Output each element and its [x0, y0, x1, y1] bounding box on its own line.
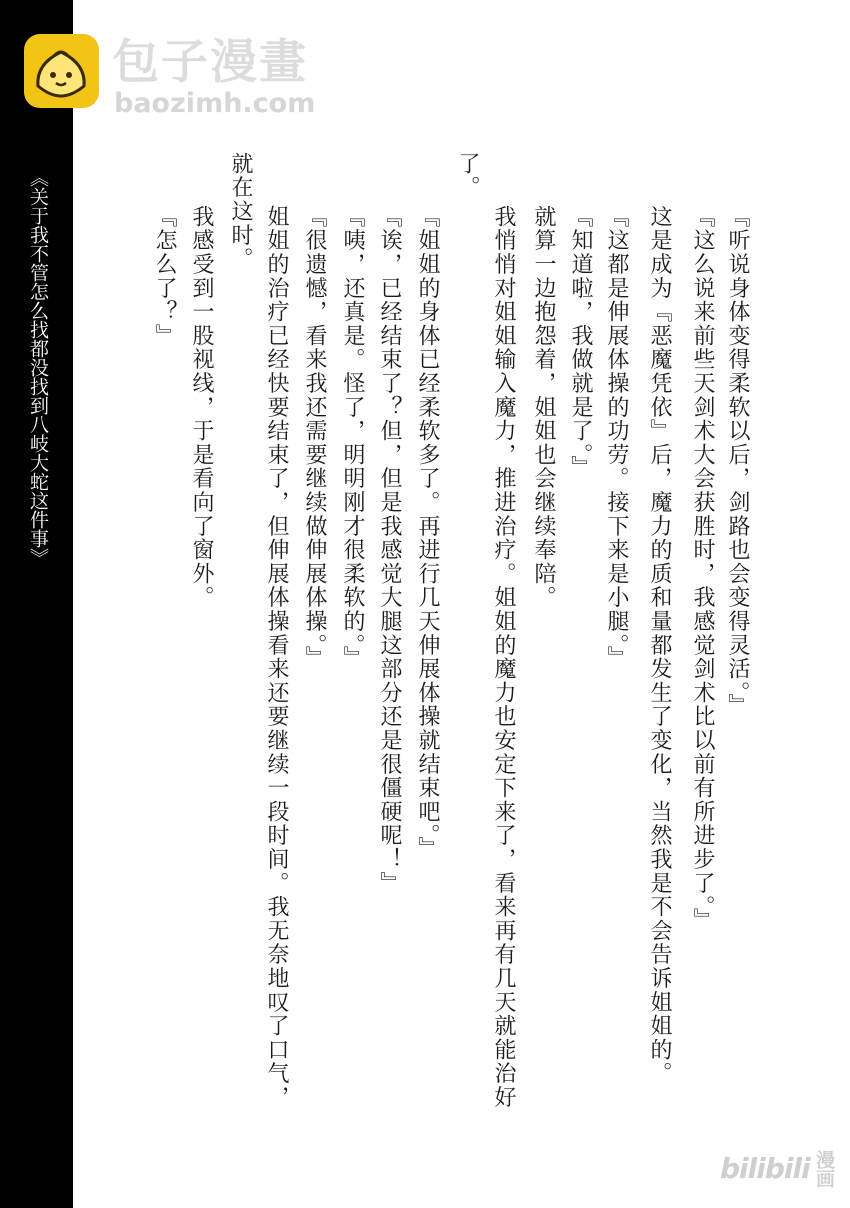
text-line: 『咦，还真是。怪了，明明刚才很柔软的。』 [340, 205, 365, 670]
bun-logo-icon [24, 34, 99, 108]
bilibili-text: bilibili [720, 1152, 810, 1185]
text-line: 了。 [455, 152, 480, 200]
text-line: 就在这时。 [228, 152, 253, 271]
text-line: 『这么说来前些天剑术大会获胜时，我感觉剑术比以前有所进步了。』 [690, 205, 715, 932]
text-line: 我感受到一股视线，于是看向了窗外。 [189, 205, 214, 610]
manga-label: 漫画 [813, 1150, 835, 1188]
text-line: 『诶，已经结束了？但，但是我感觉大腿这部分还是很僵硬呢！』 [377, 205, 402, 896]
text-line: 『这都是伸展体操的功劳。接下来是小腿。』 [604, 205, 629, 670]
black-spine [0, 0, 73, 1208]
text-line: 我悄悄对姐姐输入魔力，推进治疗。姐姐的魔力也安定下来了，看来再有几天就能治好 [491, 205, 516, 1110]
baozimh-watermark [24, 34, 316, 119]
site-name: 包子漫畫 [112, 35, 308, 90]
book-title: 《关于我不管怎么找都没找到八岐大蛇这件事》 [27, 168, 49, 567]
text-line: 『很遗憾，看来我还需要继续做伸展体操。』 [302, 205, 327, 670]
text-line: 『姐姐的身体已经柔软多了。再进行几天伸展体操就结束吧。』 [415, 205, 440, 861]
bilibili-manga-watermark [720, 1148, 838, 1196]
text-line: 『知道啦，我做就是了。』 [568, 205, 593, 480]
text-line: 『听说身体变得柔软以后，剑路也会变得灵活。』 [725, 205, 750, 718]
text-line: 就算一边抱怨着，姐姐也会继续奉陪。 [531, 205, 556, 610]
site-url: baozimh.com [114, 88, 316, 119]
text-line: 『怎么了？』 [152, 205, 177, 348]
text-line: 这是成为『恶魔凭依』后，魔力的质和量都发生了变化，当然我是不会告诉姐姐的。 [647, 205, 672, 1086]
text-line: 姐姐的治疗已经快要结束了，但伸展体操看来还要继续一段时间。我无奈地叹了口气， [264, 205, 289, 1110]
